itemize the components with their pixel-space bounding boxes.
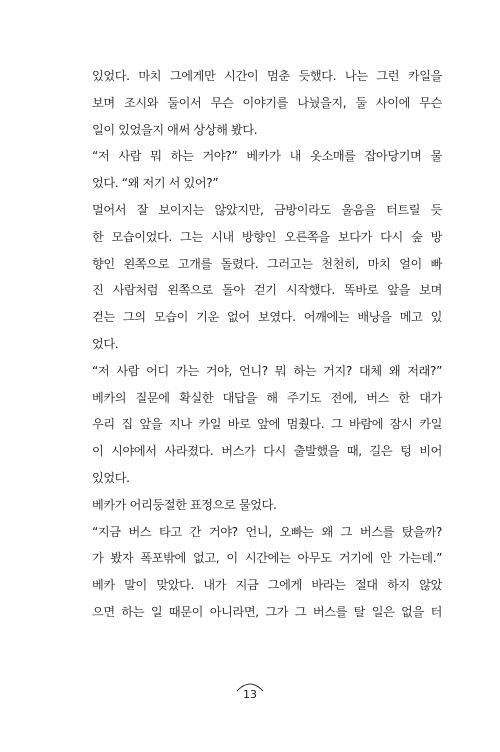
text-line: “저 사람 뭐 하는 거야?” 베카가 내 옷소매를 잡아당기며 물: [92, 149, 442, 164]
text-line: 보며 조시와 둘이서 무슨 이야기를 나눴을지, 둘 사이에 무슨: [92, 95, 442, 110]
text-line: 베카 말이 맞았다. 내가 지금 그에게 바라는 절대 하지 않았: [92, 578, 442, 593]
text-line: 진 사람처럼 왼쪽으로 돌아 걷기 시작했다. 똑바로 앞을 보며: [92, 283, 442, 298]
page-footer: [0, 678, 500, 718]
text-line: “저 사람 어디 가는 거야, 언니? 뭐 하는 거지? 대체 왜 저래?”: [92, 363, 442, 378]
text-line: 었다. “왜 저기 서 있어?”: [92, 176, 219, 191]
text-line: 이 시야에서 사라졌다. 버스가 다시 출발했을 때, 길은 텅 비어: [92, 444, 442, 459]
text-line: 으면 하는 일 때문이 아니라면, 그가 그 버스를 탈 일은 없을 터: [92, 604, 442, 619]
text-line: 었다.: [92, 336, 119, 351]
text-line: 베카의 질문에 확실한 대답을 해 주기도 전에, 버스 한 대가: [92, 390, 442, 405]
text-line: 있었다. 마치 그에게만 시간이 멈춘 듯했다. 나는 그런 카일을: [92, 69, 442, 83]
text-line: 우리 집 앞을 지나 카일 바로 앞에 멈췄다. 그 바람에 잠시 카일: [92, 417, 442, 432]
page-number: 13: [243, 688, 257, 701]
text-line: 향인 왼쪽으로 고개를 돌렸다. 그러고는 천천히, 마치 얼이 빠: [92, 256, 442, 271]
text-line: “지금 버스 타고 간 거야? 언니, 오빠는 왜 그 버스를 탔을까?: [92, 524, 442, 539]
text-line: 있었다.: [92, 470, 130, 485]
text-line: 멀어서 잘 보이지는 않았지만, 금방이라도 울음을 터트릴 듯: [92, 202, 442, 217]
text-line: 한 모습이었다. 그는 시내 방향인 오른쪽을 보다가 다시 숲 방: [92, 229, 442, 244]
body-text: [92, 63, 442, 626]
text-line: 걷는 그의 모습이 기운 없어 보였다. 어깨에는 배낭을 메고 있: [92, 310, 442, 325]
text-line: 일이 있었을지 애써 상상해 봤다.: [92, 122, 258, 137]
text-line: 베카가 어리둥절한 표정으로 물었다.: [92, 497, 277, 512]
text-line: 가 봤자 폭포밖에 없고, 이 시간에는 아무도 거기에 안 가는데.”: [92, 551, 442, 566]
